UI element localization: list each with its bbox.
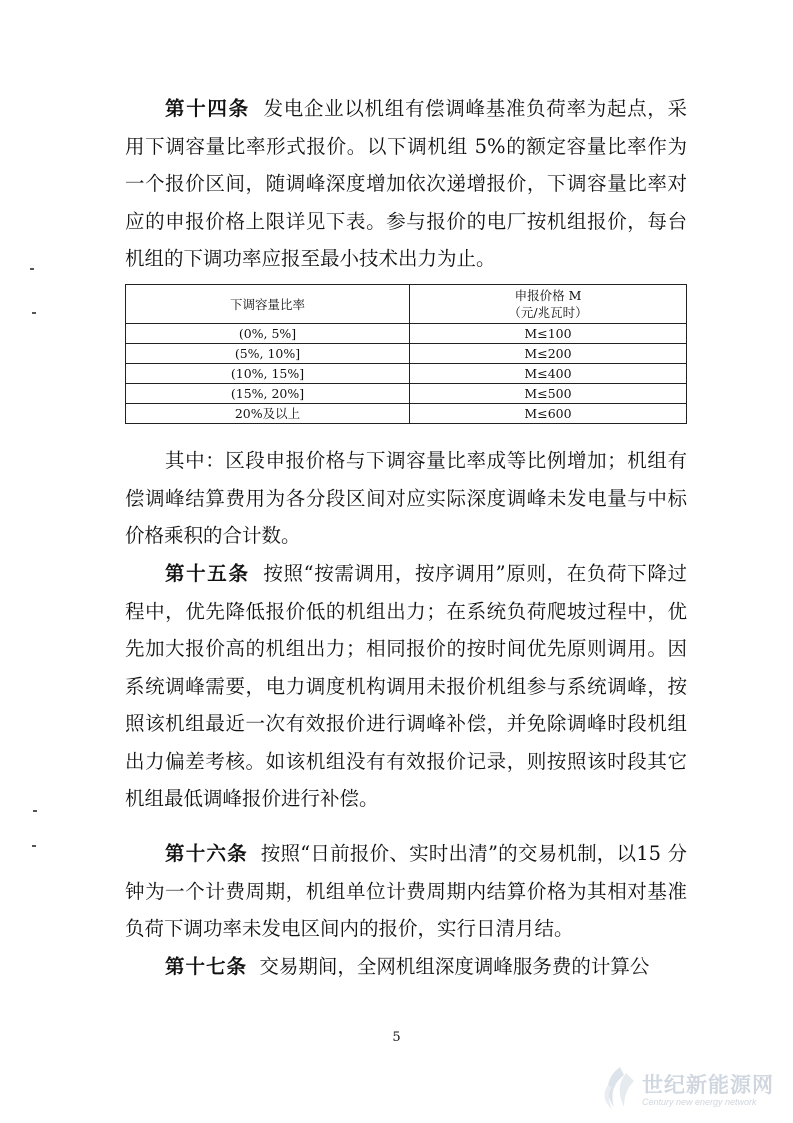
table-row — [126, 384, 687, 404]
range-cell: (10%, 15%] — [126, 364, 410, 384]
table-header-ratio: 下调容量比率 — [126, 285, 410, 324]
article-17-paragraph — [125, 948, 687, 986]
table-note-paragraph: 其中：区段申报价格与下调容量比率成等比例增加；机组有偿调峰结算费用为各分段区间对应实际深度调峰未发电量与中标价格乘积的合计数。 — [125, 449, 687, 547]
range-cell: (15%, 20%] — [126, 384, 410, 404]
article-15-heading: 第十五条 — [165, 562, 250, 585]
table-row — [126, 404, 687, 424]
article-15-body: 按照“按需调用，按序调用”原则，在负荷下降过程中，优先降低报价低的机组出力；在系统负荷爬坡过程中，优先加大报价高的机组出力；相同报价的按时间优先原则调用。因系统调峰需要，电力调度机构调用未报价机组参与系统调峰，按照该机组最近一次有效报价进行调峰补偿，并免除调峰时段机组出力偏差考核。如该机组没有有效报价记录，则按照该时段其它机组最低调峰报价进行补偿。 — [125, 562, 687, 810]
watermark — [598, 1063, 778, 1115]
page-number: 5 — [392, 1030, 401, 1045]
price-header-line2: （元/兆瓦时） — [508, 305, 588, 320]
article-17-body: 交易期间，全网机组深度调峰服务费的计算公 — [259, 955, 650, 978]
article-16-body: 按照“日前报价、实时出清”的交易机制，以15 分钟为一个计费周期，机组单位计费周期内结算价格为其相对基准负荷下调功率未发电区间内的报价，实行日清月结。 — [125, 842, 687, 940]
price-limit-cell: M≤400 — [410, 364, 687, 384]
watermark-logo-icon — [598, 1063, 638, 1113]
range-cell: (0%, 5%] — [126, 324, 410, 344]
table-header-price — [410, 285, 687, 324]
article-14-heading: 第十四条 — [165, 97, 250, 120]
article-14-paragraph — [125, 90, 687, 278]
scan-artifact — [32, 312, 36, 314]
article-17-heading: 第十七条 — [165, 955, 248, 978]
range-cell: 20%及以上 — [126, 404, 410, 424]
table-header-row — [126, 285, 687, 324]
scan-artifact — [33, 810, 37, 812]
price-limit-cell: M≤600 — [410, 404, 687, 424]
article-15-paragraph — [125, 555, 687, 818]
table-row — [126, 344, 687, 364]
article-16-heading: 第十六条 — [165, 842, 248, 865]
price-limit-cell: M≤500 — [410, 384, 687, 404]
table-row — [126, 364, 687, 384]
price-header-line1: 申报价格 M — [514, 288, 582, 303]
scan-artifact — [30, 268, 34, 270]
table-row — [126, 324, 687, 344]
price-limit-cell: M≤100 — [410, 324, 687, 344]
article-16-paragraph — [125, 835, 687, 948]
range-cell: (5%, 10%] — [126, 344, 410, 364]
watermark-name-en: Century new energy network — [642, 1097, 757, 1107]
price-cap-table — [125, 284, 687, 424]
watermark-name-cn: 世纪新能源网 — [642, 1072, 774, 1097]
scan-artifact — [32, 845, 36, 847]
price-limit-cell: M≤200 — [410, 344, 687, 364]
article-14-body: 发电企业以机组有偿调峰基准负荷率为起点，采用下调容量比率形式报价。以下调机组 5%的额定容量比率作为一个报价区间，随调峰深度增加依次递增报价，下调容量比率对应的申报价格上限详见下表。参与报价的电厂按机组报价，每台机组的下调功率应报至最小技术出力为止。 — [125, 97, 687, 270]
